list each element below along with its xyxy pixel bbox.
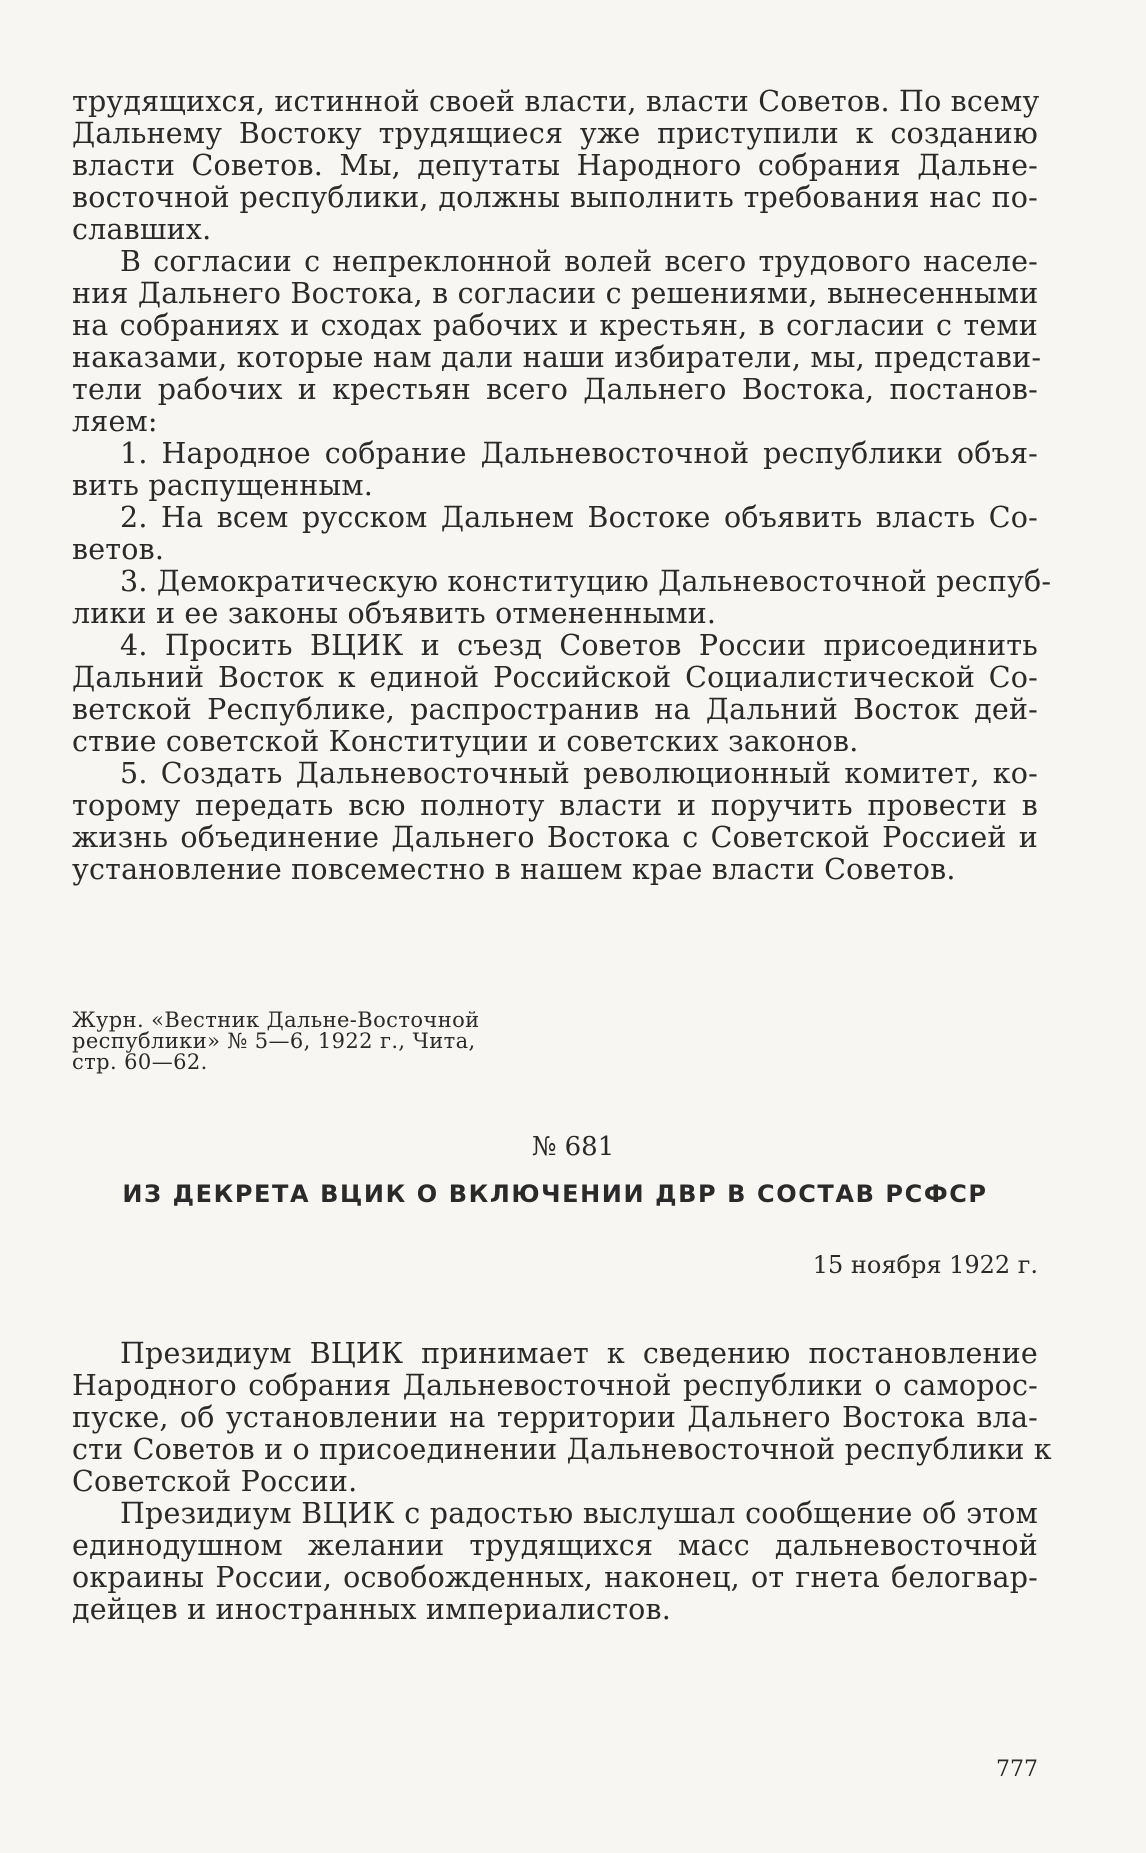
text-line: жизнь объединение Дальнего Востока с Советской Россией и bbox=[72, 821, 1038, 854]
list-item-4: 4. Просить ВЦИК и съезд Советов России присоединить bbox=[120, 629, 1038, 662]
text-line: славших. bbox=[72, 213, 212, 246]
decree-text bbox=[72, 1337, 1052, 1626]
document-number: № 681 bbox=[531, 1132, 615, 1162]
text-line: на собраниях и сходах рабочих и крестьян, в согласии с теми bbox=[72, 309, 1038, 342]
text-line: восточной республики, должны выполнить требования нас по- bbox=[72, 181, 1038, 214]
text-line: ния Дальнего Востока, в согласии с решениями, вынесенными bbox=[72, 277, 1039, 310]
document-date: 15 ноября 1922 г. bbox=[812, 1251, 1038, 1279]
source-citation bbox=[72, 1010, 1038, 1073]
text-line: ствие советской Конституции и советских законов. bbox=[72, 725, 859, 758]
text-line: ветов. bbox=[72, 533, 165, 566]
text-line: Советской России. bbox=[72, 1465, 358, 1498]
list-item-1: 1. Народное собрание Дальневосточной республики объя- bbox=[120, 437, 1038, 470]
text-line: установление повсеместно в нашем крае власти Советов. bbox=[72, 853, 956, 886]
text-line: наказами, которые нам дали наши избиратели, мы, представи- bbox=[72, 341, 1042, 374]
citation-line: стр. 60—62. bbox=[72, 1050, 208, 1074]
text-line: сти Советов и о присоединении Дальневосточной республики к bbox=[72, 1433, 1052, 1466]
text-line: Президиум ВЦИК принимает к сведению постановление bbox=[120, 1337, 1038, 1370]
text-line: дейцев и иностранных империалистов. bbox=[72, 1593, 672, 1626]
list-item-2: 2. На всем русском Дальнем Востоке объявить власть Со- bbox=[120, 501, 1038, 534]
text-line: ляем: bbox=[72, 405, 158, 438]
page-number: 777 bbox=[996, 1757, 1038, 1782]
text-line: Дальнему Востоку трудящиеся уже приступили к созданию bbox=[72, 117, 1038, 150]
text-line: трудящихся, истинной своей власти, власти Советов. По всему bbox=[72, 85, 1040, 118]
text-line: лики и ее законы объявить отмененными. bbox=[72, 597, 717, 630]
list-item-3: 3. Демократическую конституцию Дальневосточной респуб- bbox=[120, 565, 1052, 598]
text-line: Президиум ВЦИК с радостью выслушал сообщение об этом bbox=[120, 1497, 1038, 1530]
text-line: торому передать всю полноту власти и поручить провести в bbox=[72, 789, 1038, 822]
list-item-5: 5. Создать Дальневосточный революционный комитет, ко- bbox=[120, 757, 1038, 790]
text-line: вить распущенным. bbox=[72, 469, 374, 502]
text-line: Дальний Восток к единой Российской Социалистической Со- bbox=[72, 661, 1038, 694]
text-line: единодушном желании трудящихся масс дальневосточной bbox=[72, 1529, 1038, 1562]
text-line: окраины России, освобожденных, наконец, от гнета белогвар- bbox=[72, 1561, 1038, 1594]
text-line: ветской Республике, распространив на Дальний Восток дей- bbox=[72, 693, 1038, 726]
citation-line: Журн. «Вестник Дальне-Восточной bbox=[72, 1008, 480, 1032]
text-line: власти Советов. Мы, депутаты Народного собрания Дальне- bbox=[72, 149, 1038, 182]
citation-line: республики» № 5—6, 1922 г., Чита, bbox=[72, 1029, 476, 1053]
text-line: пуске, об установлении на территории Дальнего Востока вла- bbox=[72, 1401, 1038, 1434]
text-line: Народного собрания Дальневосточной республики о самороc- bbox=[72, 1369, 1038, 1402]
text-line: В согласии с непреклонной волей всего трудового населе- bbox=[120, 245, 1038, 278]
document-title: ИЗ ДЕКРЕТА ВЦИК О ВКЛЮЧЕНИИ ДВР В СОСТАВ РСФСР bbox=[122, 1180, 988, 1208]
resolution-text bbox=[72, 85, 1052, 886]
text-line: тели рабочих и крестьян всего Дальнего Востока, постанов- bbox=[72, 373, 1038, 406]
